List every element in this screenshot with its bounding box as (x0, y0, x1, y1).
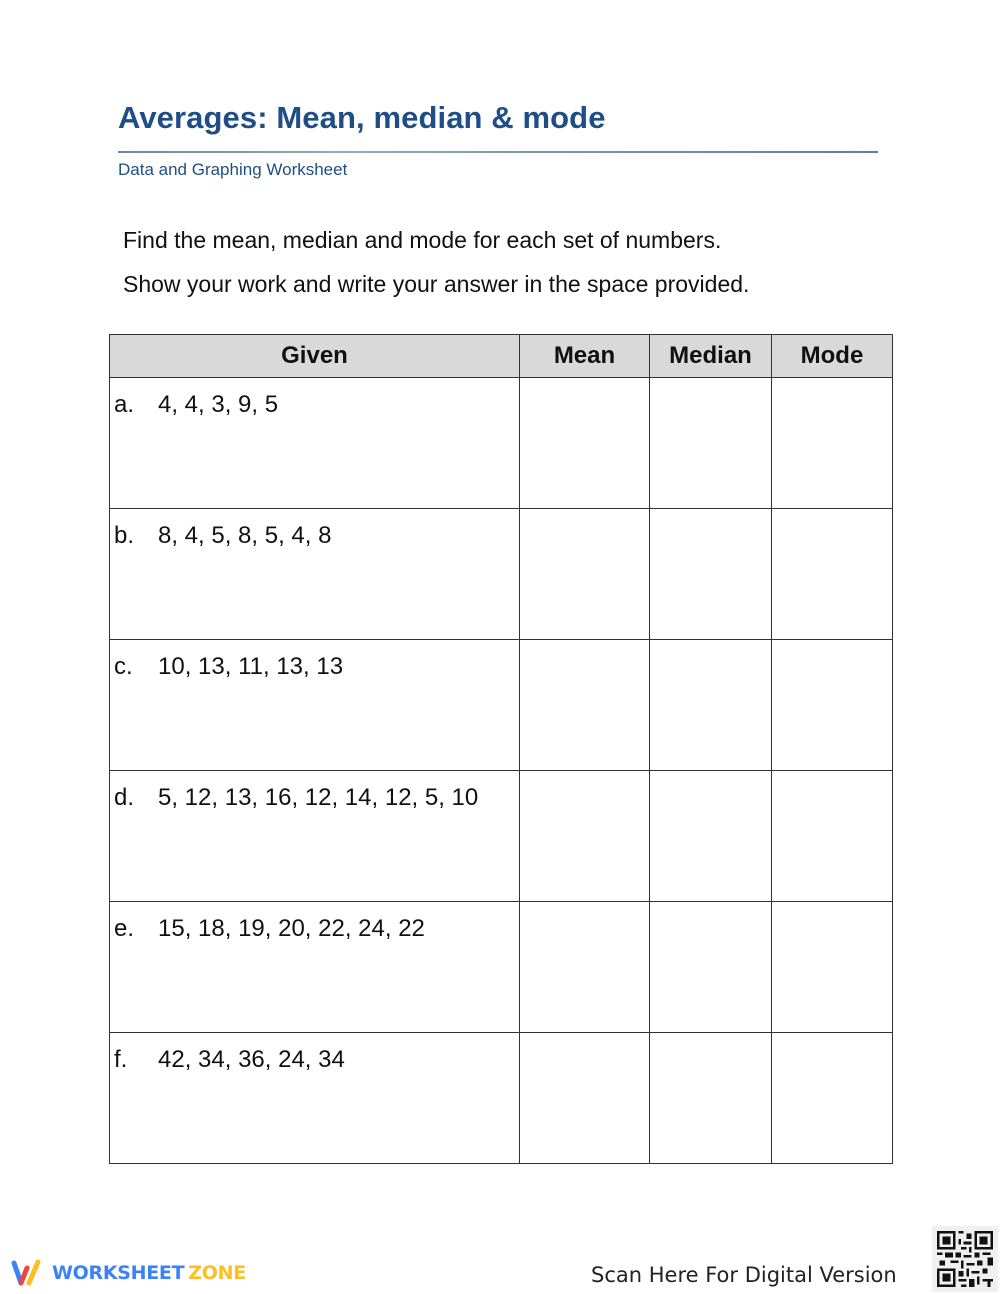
row-letter: b. (114, 522, 135, 549)
median-answer-cell[interactable] (650, 509, 772, 640)
table-row (110, 509, 893, 640)
given-cell (110, 902, 520, 1033)
qr-code[interactable] (932, 1226, 998, 1292)
row-letter: d. (114, 784, 135, 811)
logo-text (52, 1262, 246, 1284)
title-divider (118, 151, 878, 153)
given-numbers: 5, 12, 13, 16, 12, 14, 12, 5, 10 (158, 784, 479, 811)
qr-code-icon (937, 1231, 993, 1287)
median-answer-cell[interactable] (650, 771, 772, 902)
table-row (110, 640, 893, 771)
table-row (110, 771, 893, 902)
row-letter: e. (114, 915, 135, 942)
column-header-given: Given (110, 335, 520, 378)
instruction-line-1: Find the mean, median and mode for each set of numbers. (123, 227, 722, 253)
mean-answer-cell[interactable] (520, 902, 650, 1033)
median-answer-cell[interactable] (650, 902, 772, 1033)
worksheet-table (109, 334, 893, 1164)
table-header-row (110, 335, 893, 378)
mean-answer-cell[interactable] (520, 509, 650, 640)
given-numbers: 8, 4, 5, 8, 5, 4, 8 (158, 522, 332, 549)
table-row (110, 1033, 893, 1164)
given-cell (110, 640, 520, 771)
given-cell (110, 1033, 520, 1164)
given-numbers: 15, 18, 19, 20, 22, 24, 22 (158, 915, 425, 942)
row-letter: f. (114, 1046, 128, 1073)
mode-answer-cell[interactable] (772, 509, 893, 640)
instructions (123, 218, 749, 306)
worksheetzone-logo-icon (10, 1258, 46, 1288)
given-cell (110, 771, 520, 902)
worksheetzone-logo (10, 1258, 246, 1288)
row-letter: a. (114, 391, 135, 418)
column-header-mean: Mean (520, 335, 650, 378)
median-answer-cell[interactable] (650, 640, 772, 771)
median-answer-cell[interactable] (650, 378, 772, 509)
row-letter: c. (114, 653, 133, 680)
mode-answer-cell[interactable] (772, 378, 893, 509)
mode-answer-cell[interactable] (772, 1033, 893, 1164)
table-row (110, 902, 893, 1033)
mode-answer-cell[interactable] (772, 640, 893, 771)
mode-answer-cell[interactable] (772, 902, 893, 1033)
logo-word-worksheet: WORKSHEET (52, 1262, 185, 1284)
table-row (110, 378, 893, 509)
page-subtitle: Data and Graphing Worksheet (118, 160, 348, 179)
given-numbers: 4, 4, 3, 9, 5 (158, 391, 279, 418)
column-header-mode: Mode (772, 335, 893, 378)
instruction-line-2: Show your work and write your answer in the space provided. (123, 271, 750, 297)
mean-answer-cell[interactable] (520, 640, 650, 771)
column-header-median: Median (650, 335, 772, 378)
logo-word-zone: ZONE (188, 1262, 246, 1284)
given-numbers: 42, 34, 36, 24, 34 (158, 1046, 345, 1073)
given-cell (110, 378, 520, 509)
mean-answer-cell[interactable] (520, 771, 650, 902)
mode-answer-cell[interactable] (772, 771, 893, 902)
given-cell (110, 509, 520, 640)
median-answer-cell[interactable] (650, 1033, 772, 1164)
given-numbers: 10, 13, 11, 13, 13 (158, 653, 344, 680)
mean-answer-cell[interactable] (520, 1033, 650, 1164)
scan-digital-version-label: Scan Here For Digital Version (591, 1263, 897, 1287)
page-title: Averages: Mean, median & mode (118, 100, 606, 135)
mean-answer-cell[interactable] (520, 378, 650, 509)
